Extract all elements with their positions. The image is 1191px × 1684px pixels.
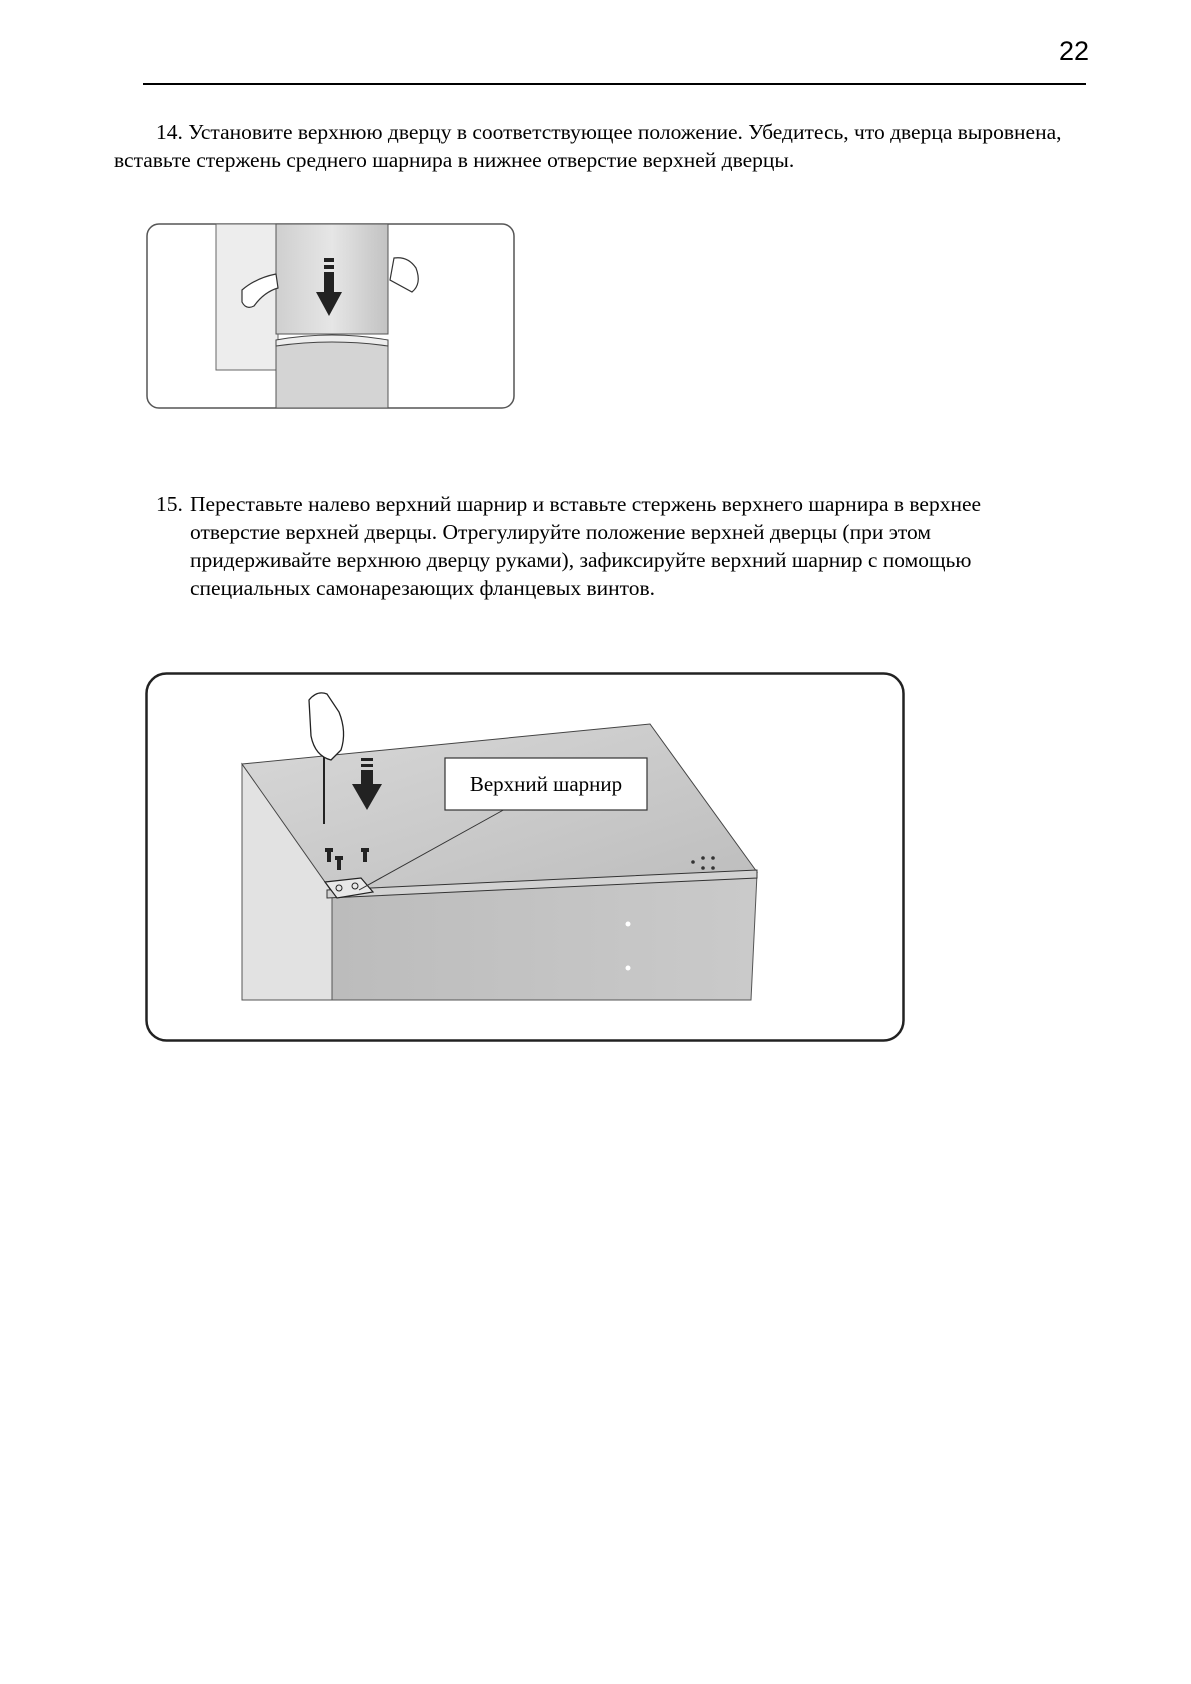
- step-15-line-3: придерживайте верхнюю дверцу руками), зафиксируйте верхний шарнир с помощью: [190, 548, 972, 572]
- step-15-number: 15.: [156, 492, 183, 516]
- hinge-illustration: [145, 672, 905, 1042]
- page-number: 22: [1058, 36, 1089, 66]
- lower-door: [276, 340, 388, 408]
- step-15-line-1: Переставьте налево верхний шарнир и вставьте стержень верхнего шарнира в верхнее: [190, 492, 982, 516]
- step-15-line-2: отверстие верхней дверцы. Отрегулируйте положение верхней дверцы (при этом: [190, 520, 931, 544]
- step-15-text: [156, 490, 1086, 602]
- step-14-text: 14. Установите верхнюю дверцу в соответствующее положение. Убедитесь, что дверца выровнена, вставьте стержень среднего шарнира в нижнее отверстие верхней дверцы.: [114, 120, 1062, 172]
- door-dot: [626, 922, 631, 927]
- step-15-line-4: специальных самонарезающих фланцевых винтов.: [190, 576, 656, 600]
- header-rule: [143, 83, 1086, 85]
- callout-label: Верхний шарнир: [469, 772, 623, 796]
- door-illustration: [146, 222, 516, 410]
- figure-upper-hinge: [145, 672, 905, 1042]
- door-dot: [626, 966, 631, 971]
- figure-install-upper-door: [146, 222, 516, 410]
